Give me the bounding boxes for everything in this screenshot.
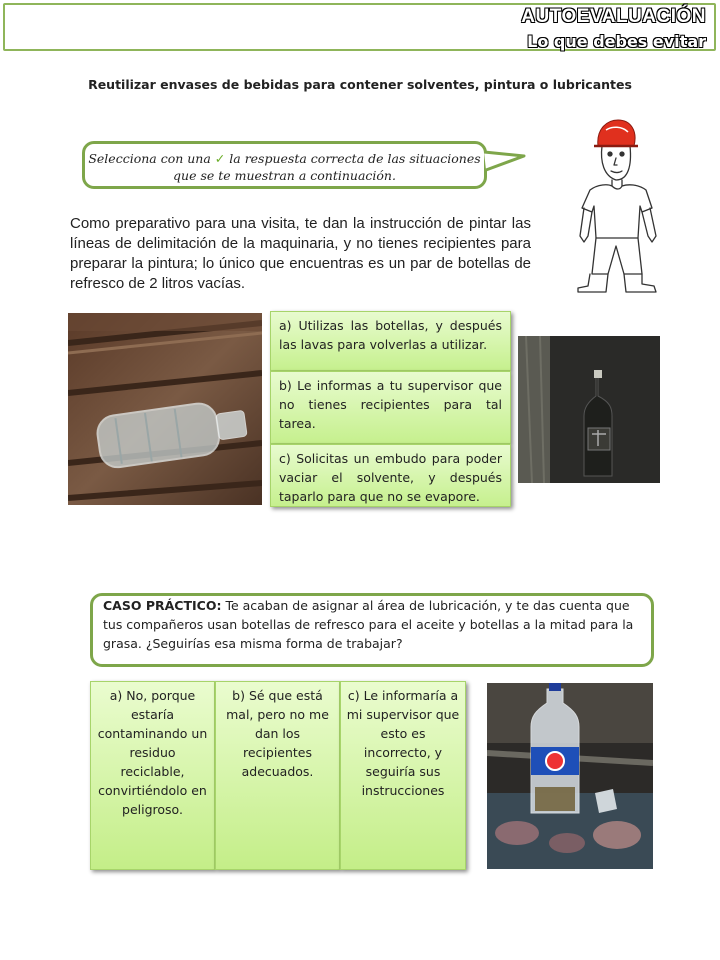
option-1b[interactable]: b) Le informas a tu supervisor que no tienes recipientes para tal tarea. bbox=[270, 371, 511, 444]
topic-heading: Reutilizar envases de bebidas para contener solventes, pintura o lubricantes bbox=[88, 77, 632, 92]
check-icon: ✓ bbox=[214, 151, 226, 166]
option-1a[interactable]: a) Utilizas las botellas, y después las lavas para volverlas a utilizar. bbox=[270, 311, 511, 371]
photo-soda-bottle-oil bbox=[487, 683, 653, 869]
case-study-label: CASO PRÁCTICO: bbox=[103, 598, 222, 613]
option-2a[interactable]: a) No, porque estaría contaminando un residuo reciclable, convirtiéndolo en peligroso. bbox=[90, 681, 215, 870]
instruction-text-before: Selecciona con una bbox=[88, 151, 211, 166]
scenario-text: Como preparativo para una visita, te dan la instrucción de pintar las líneas de delimitación de la maquinaria, y no tienes recipientes para preparar la pintura; lo único que encuentras es un par de botellas de refresco de 2 litros vacías. bbox=[70, 215, 531, 292]
bubble-tail bbox=[484, 148, 528, 178]
worker-cartoon-illustration bbox=[572, 110, 664, 295]
page-title: AUTOEVALUACIÓN bbox=[521, 6, 706, 27]
case-study-text: Te acaban de asignar al área de lubricación, y te das cuenta que tus compañeros usan botellas de refresco para el aceite y botellas a la mitad para la grasa. ¿Seguirías esa misma forma de trabajar? bbox=[103, 598, 634, 651]
photo-dark-bottle bbox=[518, 336, 660, 483]
page-subtitle: Lo que debes evitar bbox=[527, 32, 706, 51]
photo-empty-plastic-bottle bbox=[68, 313, 262, 505]
case-study-box bbox=[90, 593, 654, 667]
instruction-text-after: la respuesta correcta de las situaciones que se te muestran a continuación. bbox=[173, 151, 481, 183]
option-2c[interactable]: c) Le informaría a mi supervisor que esto es incorrecto, y seguiría sus instrucciones bbox=[340, 681, 466, 870]
option-2b[interactable]: b) Sé que está mal, pero no me dan los recipientes adecuados. bbox=[215, 681, 340, 870]
option-1c[interactable]: c) Solicitas un embudo para poder vaciar el solvente, y después taparlo para que no se evapore. bbox=[270, 444, 511, 507]
instruction-bubble bbox=[82, 141, 487, 189]
